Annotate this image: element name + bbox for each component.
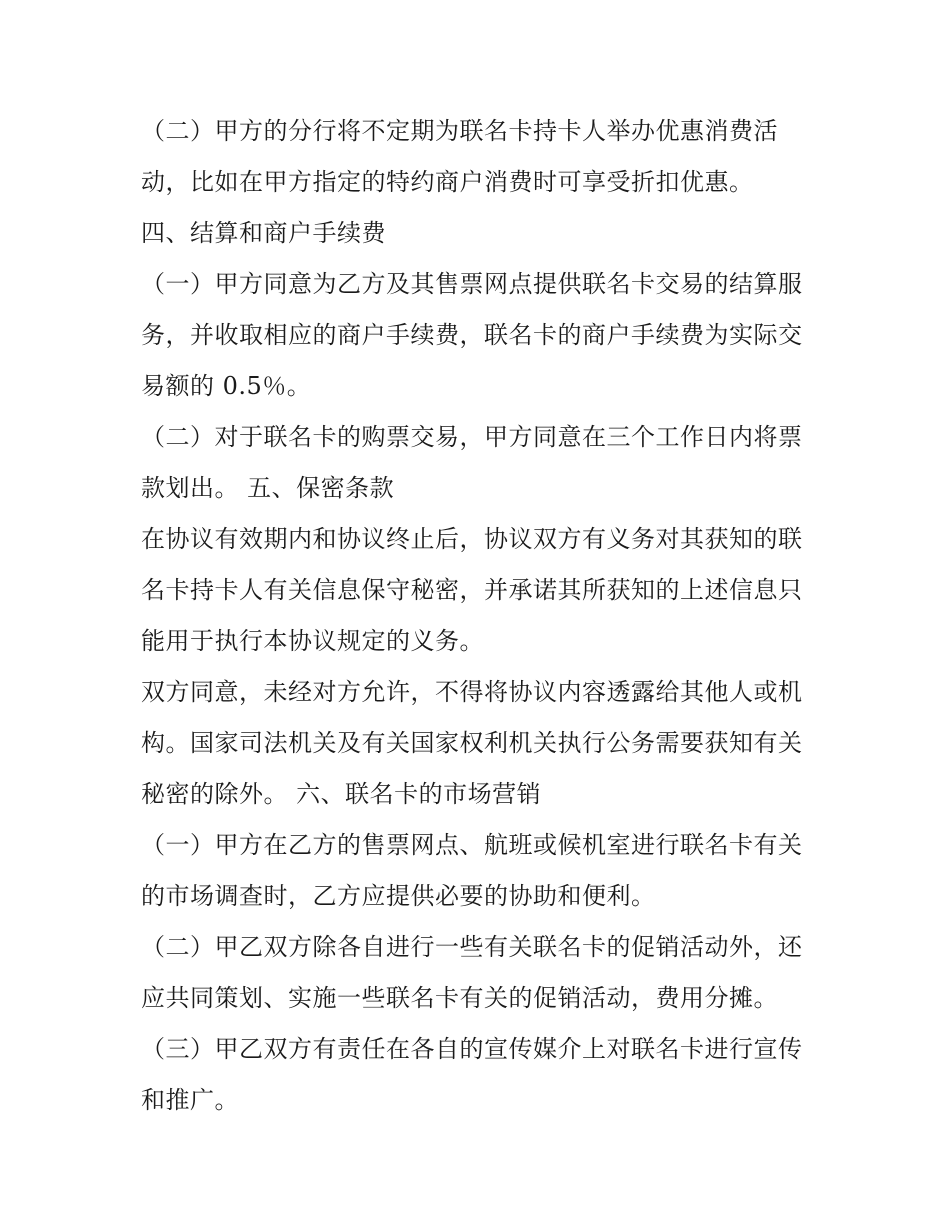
document-body (141, 106, 821, 1126)
text-line: 双方同意，未经对方允许，不得将协议内容透露给其他人或机 (141, 678, 803, 706)
text-line: （二）甲方的分行将不定期为联名卡持卡人举办优惠消费活 (141, 117, 778, 145)
text-line: 在协议有效期内和协议终止后，协议双方有义务对其获知的联 (141, 525, 803, 553)
text-line: 易额的 0.5％。 (141, 372, 312, 400)
section-heading: 四、结算和商户手续费 (141, 219, 386, 247)
text-line: （二）甲乙双方除各自进行一些有关联名卡的促销活动外，还 (141, 933, 803, 961)
text-line: 的市场调查时，乙方应提供必要的协助和便利。 (141, 882, 656, 910)
text-line: 务，并收取相应的商户手续费，联名卡的商户手续费为实际交 (141, 321, 803, 349)
text-line: 和推广。 (141, 1086, 239, 1114)
text-line: 能用于执行本协议规定的义务。 (141, 627, 484, 655)
text-line: 应共同策划、实施一些联名卡有关的促销活动，费用分摊。 (141, 984, 778, 1012)
text-line: （三）甲乙双方有责任在各自的宣传媒介上对联名卡进行宣传 (141, 1035, 803, 1063)
text-line: （二）对于联名卡的购票交易，甲方同意在三个工作日内将票 (141, 423, 803, 451)
text-line: 构。国家司法机关及有关国家权利机关执行公务需要获知有关 (141, 729, 803, 757)
text-line: 款划出。 五、保密条款 (141, 474, 395, 502)
text-line: （一）甲方在乙方的售票网点、航班或候机室进行联名卡有关 (141, 831, 803, 859)
text-line: 秘密的除外。 六、联名卡的市场营销 (141, 780, 542, 808)
text-line: 名卡持卡人有关信息保守秘密，并承诺其所获知的上述信息只 (141, 576, 803, 604)
text-line: （一）甲方同意为乙方及其售票网点提供联名卡交易的结算服 (141, 270, 803, 298)
text-line: 动，比如在甲方指定的特约商户消费时可享受折扣优惠。 (141, 168, 754, 196)
